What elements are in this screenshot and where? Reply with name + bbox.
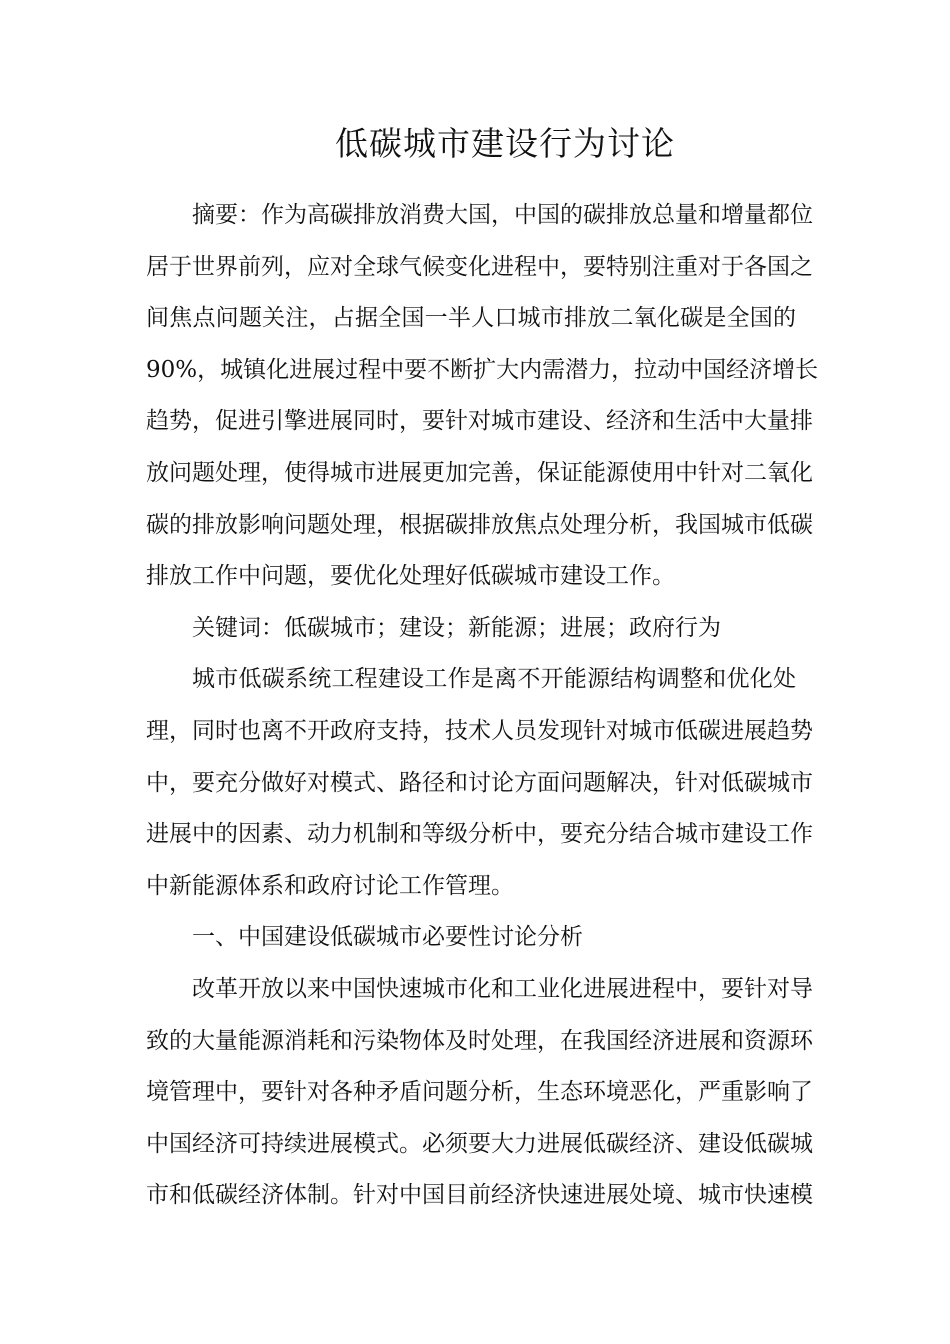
paragraph-abstract [146,190,819,603]
paragraph-section1-heading [146,912,796,964]
paragraph-section1-body [146,964,813,1222]
text-line: 中新能源体系和政府讨论工作管理。 [146,872,514,899]
text-line: 市和低碳经济体制。针对中国目前经济快速进展处境、城市快速模 [146,1182,813,1209]
text-line: 城市低碳系统工程建设工作是离不开能源结构调整和优化处 [192,666,796,693]
text-line: 一、中国建设低碳城市必要性讨论分析 [192,924,583,951]
text-line: 中，要充分做好对模式、路径和讨论方面问题解决，针对低碳城市 [146,769,813,796]
text-line: 碳的排放影响问题处理，根据碳排放焦点处理分析，我国城市低碳 [146,511,813,538]
text-line: 放问题处理，使得城市进展更加完善，保证能源使用中针对二氧化 [146,459,813,486]
text-line: 摘要：作为高碳排放消费大国，中国的碳排放总量和增量都位 [192,202,813,228]
text-line: 间焦点问题关注，占据全国一半人口城市排放二氧化碳是全国的 [146,305,796,332]
text-line: 关键词：低碳城市；建设；新能源；进展；政府行为 [192,614,721,641]
text-line: 趋势，促进引擎进展同时，要针对城市建设、经济和生活中大量排 [146,408,813,435]
text-line: 致的大量能源消耗和污染物体及时处理，在我国经济进展和资源环 [146,1027,813,1054]
text-line: 排放工作中问题，要优化处理好低碳城市建设工作。 [146,563,675,590]
text-line: 改革开放以来中国快速城市化和工业化进展进程中，要针对导 [192,975,813,1002]
text-line: 90%，城镇化进展过程中要不断扩大内需潜力，拉动中国经济增长 [146,356,819,383]
paragraph-intro [146,654,813,912]
text-line: 居于世界前列，应对全球气候变化进程中，要特别注重对于各国之 [146,253,813,280]
text-line: 进展中的因素、动力机制和等级分析中，要充分结合城市建设工作 [146,821,813,848]
document-body [146,190,819,1222]
text-line: 境管理中，要针对各种矛盾问题分析，生态环境恶化，严重影响了 [146,1079,813,1106]
page-title: 低碳城市建设行为讨论 [335,124,675,163]
text-line: 中国经济可持续进展模式。必须要大力进展低碳经济、建设低碳城 [146,1130,813,1157]
paragraph-keywords [146,603,796,655]
text-line: 理，同时也离不开政府支持，技术人员发现针对城市低碳进展趋势 [146,717,813,744]
